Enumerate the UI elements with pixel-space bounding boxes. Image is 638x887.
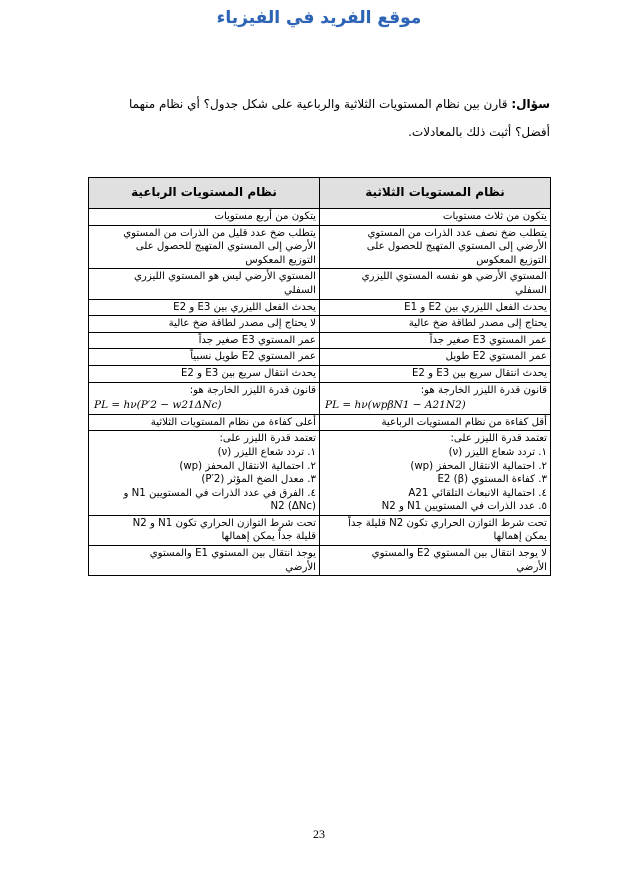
cell-line: ٢. احتمالية الانتقال المحفز (wp) bbox=[179, 460, 316, 472]
cell-line: يتكون من أربع مستويات bbox=[214, 211, 316, 222]
cell-line: أقل كفاءة من نظام المستويات الرباعية bbox=[381, 416, 547, 428]
three-level-cell bbox=[320, 365, 551, 382]
three-level-cell bbox=[320, 515, 551, 545]
three-level-cell bbox=[320, 225, 551, 269]
cell-line: يحدث انتقال سريع بين E3 و E2 bbox=[180, 367, 316, 379]
three-level-cell bbox=[320, 209, 551, 226]
three-level-cell bbox=[320, 269, 551, 299]
cell-line: تعتمد قدرة الليزر على: bbox=[450, 433, 547, 445]
cell-line: تعتمد قدرة الليزر على: bbox=[219, 433, 316, 445]
cell-line: لا يحتاج إلى مصدر لطاقة ضخ عالية bbox=[168, 318, 316, 330]
cell-line: عمر المستوي E2 طويل bbox=[445, 351, 547, 363]
question-line-1 bbox=[88, 90, 550, 118]
cell-line: التوزيع المعكوس bbox=[476, 254, 547, 266]
cell-line: قانون قدرة الليزر الخارجة هو: bbox=[189, 384, 316, 396]
cell-line: يحدث الفعل الليزري بين E3 و E2 bbox=[173, 301, 316, 313]
cell-line: ١. تردد شعاع الليزر (ν) bbox=[448, 446, 547, 458]
four-level-cell bbox=[89, 365, 320, 382]
cell-line: قانون قدرة الليزر الخارجة هو: bbox=[420, 384, 547, 396]
question-line-2: أفضل؟ أثبت ذلك بالمعادلات. bbox=[408, 125, 550, 139]
table-row bbox=[89, 225, 551, 269]
table-row bbox=[89, 269, 551, 299]
cell-line: عمر المستوي E2 طويل نسبياً bbox=[190, 351, 316, 363]
table-row bbox=[89, 382, 551, 414]
cell-line: يوجد انتقال بين المستوي E1 والمستوي bbox=[149, 548, 316, 560]
table-row bbox=[89, 414, 551, 431]
three-level-cell bbox=[320, 316, 551, 333]
cell-line: ٢. احتمالية الانتقال المحفز (wp) bbox=[410, 460, 547, 472]
cell-line: الأرضي إلى المستوي المتهيج للحصول على bbox=[366, 241, 547, 253]
question-block bbox=[88, 90, 550, 146]
three-level-cell bbox=[320, 332, 551, 349]
table-row bbox=[89, 316, 551, 333]
three-level-cell bbox=[320, 299, 551, 316]
three-level-cell bbox=[320, 414, 551, 431]
cell-line: التوزيع المعكوس bbox=[245, 254, 316, 266]
cell-line: السفلي bbox=[514, 284, 547, 296]
cell-line: لا يوجد انتقال بين المستوي E2 والمستوي bbox=[371, 548, 547, 560]
table-row bbox=[89, 546, 551, 576]
header-three-level: نظام المستويات الثلاثية bbox=[320, 178, 551, 209]
table-row bbox=[89, 431, 551, 516]
question-label: سؤال: bbox=[511, 97, 550, 111]
cell-line: عمر المستوي E3 صغير جداً bbox=[198, 334, 316, 346]
question-text-1: قارن بين نظام المستويات الثلاثية والرباعية على شكل جدول؟ أي نظام منهما bbox=[129, 97, 512, 111]
cell-line: يتكون من ثلاث مستويات bbox=[442, 211, 547, 222]
cell-line: عمر المستوي E3 صغير جداً bbox=[429, 334, 547, 346]
table-header-row bbox=[89, 178, 551, 209]
four-level-cell bbox=[89, 225, 320, 269]
cell-line: السفلي bbox=[283, 284, 316, 296]
three-level-cell bbox=[320, 382, 551, 414]
cell-line: ٥. عدد الذرات في المستويين N1 و N2 bbox=[381, 501, 547, 513]
three-level-cell bbox=[320, 349, 551, 366]
three-level-cell bbox=[320, 546, 551, 576]
cell-line: ٣. معدل الضخ المؤثر (P′2) bbox=[201, 474, 316, 486]
power-equation: PL = hν(wpβN1 − A21N2) bbox=[325, 399, 466, 412]
cell-line: يحدث انتقال سريع بين E3 و E2 bbox=[411, 367, 547, 379]
cell-line: المستوي الأرضي هو نفسه المستوي الليزري bbox=[361, 271, 547, 283]
table-row bbox=[89, 349, 551, 366]
four-level-cell bbox=[89, 431, 320, 516]
cell-line: قليلة جداً يمكن إهمالها bbox=[221, 531, 316, 543]
four-level-cell bbox=[89, 209, 320, 226]
cell-line: الأرضي bbox=[285, 561, 316, 573]
comparison-table bbox=[88, 177, 551, 576]
four-level-cell bbox=[89, 316, 320, 333]
table-row bbox=[89, 332, 551, 349]
cell-line: تحت شرط التوازن الحراري تكون N2 قليلة جداً bbox=[348, 517, 547, 529]
site-header-title: موقع الفريد في الفيزياء bbox=[216, 8, 422, 28]
table-row bbox=[89, 299, 551, 316]
cell-line: N2 (ΔNc) bbox=[270, 501, 316, 513]
four-level-cell bbox=[89, 546, 320, 576]
cell-line: أعلى كفاءة من نظام المستويات الثلاثية bbox=[150, 416, 316, 428]
four-level-cell bbox=[89, 382, 320, 414]
four-level-cell bbox=[89, 414, 320, 431]
four-level-cell bbox=[89, 299, 320, 316]
power-equation: PL = hν(P′2 − w21ΔNc) bbox=[94, 399, 222, 412]
header-four-level: نظام المستويات الرباعية bbox=[89, 178, 320, 209]
table-row bbox=[89, 209, 551, 226]
cell-line: تحت شرط التوازن الحراري تكون N1 و N2 bbox=[132, 517, 316, 529]
cell-line: ٤. احتمالية الانبعاث التلقائي A21 bbox=[408, 487, 547, 499]
three-level-cell bbox=[320, 431, 551, 516]
cell-line: الأرضي إلى المستوي المتهيج للحصول على bbox=[135, 241, 316, 253]
four-level-cell bbox=[89, 332, 320, 349]
page-number: 23 bbox=[313, 827, 325, 841]
cell-line: يحتاج إلى مصدر لطاقة ضخ عالية bbox=[408, 318, 547, 330]
cell-line: الأرضي bbox=[516, 561, 547, 573]
four-level-cell bbox=[89, 349, 320, 366]
table-row bbox=[89, 365, 551, 382]
cell-line: ٣. كفاءة المستوي E2 (β) bbox=[437, 474, 547, 486]
cell-line: ١. تردد شعاع الليزر (ν) bbox=[217, 446, 316, 458]
four-level-cell bbox=[89, 515, 320, 545]
cell-line: المستوي الأرضي ليس هو المستوي الليزري bbox=[133, 271, 316, 283]
cell-line: يتطلب ضخ عدد قليل من الذرات من المستوي bbox=[123, 227, 316, 239]
cell-line: يتطلب ضخ نصف عدد الذرات من المستوي bbox=[367, 227, 547, 239]
table-body bbox=[89, 209, 551, 576]
cell-line: ٤. الفرق في عدد الذرات في المستويين N1 و bbox=[123, 487, 316, 499]
cell-line: يمكن إهمالها bbox=[493, 531, 547, 543]
table-row bbox=[89, 515, 551, 545]
four-level-cell bbox=[89, 269, 320, 299]
cell-line: يحدث الفعل الليزري بين E2 و E1 bbox=[404, 301, 547, 313]
